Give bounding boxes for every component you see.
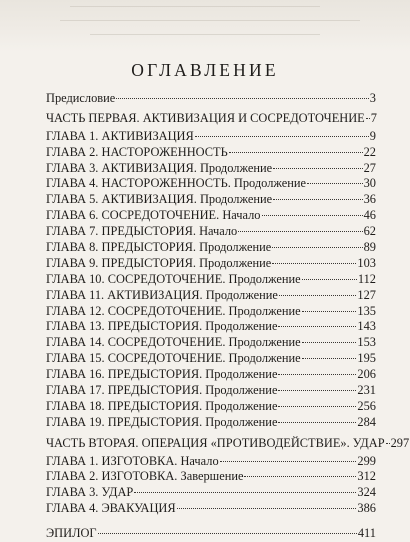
toc-row-chapter: [46, 129, 376, 145]
toc-entry-title: ГЛАВА 19. ПРЕДЫСТОРИЯ. Продолжение: [46, 414, 278, 429]
toc-row-part-two: [46, 435, 410, 452]
toc-entry-title: ГЛАВА 14. СОСРЕДОТОЧЕНИЕ. Продолжение: [46, 335, 301, 350]
toc-row-chapter: [46, 485, 376, 501]
toc-page-number: 103: [357, 255, 376, 270]
toc-leader-dots: [302, 278, 357, 280]
toc-page-number: 3: [369, 91, 376, 105]
toc-row-chapter: [46, 415, 376, 431]
toc-page-number: 127: [357, 287, 376, 302]
toc-page-number: 22: [363, 144, 376, 159]
toc-row-chapter: [46, 367, 376, 383]
toc-entry-title: ГЛАВА 1. АКТИВИЗАЦИЯ: [46, 128, 194, 143]
toc-row-chapter: [46, 501, 376, 517]
toc-entry-title: ГЛАВА 8. ПРЕДЫСТОРИЯ. Продолжение: [46, 240, 272, 255]
toc-entry-title: ГЛАВА 2. ИЗГОТОВКА. Завершение: [46, 469, 244, 484]
toc-entry-title: ГЛАВА 7. ПРЕДЫСТОРИЯ. Начало: [46, 224, 238, 239]
toc-page-number: 9: [369, 128, 376, 143]
toc-row-chapter: [46, 304, 376, 320]
toc-entry-title: ГЛАВА 6. СОСРЕДОТОЧЕНИЕ. Начало: [46, 208, 261, 223]
toc-leader-dots: [279, 294, 357, 296]
toc-leader-dots: [220, 460, 357, 462]
toc-leader-dots: [98, 532, 357, 534]
toc-leader-dots: [366, 117, 370, 119]
toc-entry-title: ГЛАВА 12. СОСРЕДОТОЧЕНИЕ. Продолжение: [46, 303, 301, 318]
toc-page-number: 386: [357, 501, 376, 516]
toc-leader-dots: [273, 198, 362, 200]
toc-entry-title: ГЛАВА 3. УДАР: [46, 485, 134, 500]
toc-row-chapter: [46, 256, 376, 272]
toc-leader-dots: [229, 151, 363, 153]
toc-page-number: 7: [370, 110, 377, 125]
toc-page-number: 30: [363, 176, 376, 191]
toc-leader-dots: [302, 341, 357, 343]
toc-page-number: 89: [363, 240, 376, 255]
toc-leader-dots: [278, 325, 356, 327]
toc-row-chapter: [46, 224, 376, 240]
toc-row-epilogue: [46, 526, 376, 542]
toc-page-number: 411: [357, 526, 376, 541]
toc-page-number: 324: [357, 485, 376, 500]
toc-leader-dots: [386, 442, 390, 444]
toc-row-chapter: [46, 240, 376, 256]
toc-entry-title: ЭПИЛОГ: [46, 526, 97, 541]
toc-entry-title: ГЛАВА 16. ПРЕДЫСТОРИЯ. Продолжение: [46, 367, 278, 382]
toc-row-chapter: [46, 176, 376, 192]
toc-page-number: 153: [357, 335, 376, 350]
toc-row-chapter: [46, 399, 376, 415]
toc-leader-dots: [278, 389, 356, 391]
toc-entry-title: ЧАСТЬ ПЕРВАЯ. АКТИВИЗАЦИЯ И СОСРЕДОТОЧЕНИЕ: [46, 110, 365, 125]
toc-entry-title: ГЛАВА 4. НАСТОРОЖЕННОСТЬ. Продолжение: [46, 176, 307, 191]
toc-row-chapter: [46, 145, 376, 161]
toc-leader-dots: [244, 475, 356, 477]
toc-row-chapter: [46, 335, 376, 351]
toc-page-number: 284: [357, 414, 376, 429]
toc-page-number: 297: [390, 435, 410, 450]
toc-entry-title: ГЛАВА 17. ПРЕДЫСТОРИЯ. Продолжение: [46, 383, 278, 398]
toc-entry-title: ГЛАВА 5. АКТИВИЗАЦИЯ. Продолжение: [46, 192, 273, 207]
toc-page-number: 36: [363, 192, 376, 207]
toc-row-chapter: [46, 192, 376, 208]
toc-entry-title: ГЛАВА 3. АКТИВИЗАЦИЯ. Продолжение: [46, 160, 273, 175]
toc-row-chapter: [46, 469, 376, 485]
toc-leader-dots: [195, 135, 369, 137]
toc-entry-title: ГЛАВА 18. ПРЕДЫСТОРИЯ. Продолжение: [46, 398, 278, 413]
toc-entry-title: ГЛАВА 2. НАСТОРОЖЕННОСТЬ: [46, 144, 228, 159]
toc-leader-dots: [307, 182, 363, 184]
toc-page-number: 112: [357, 271, 376, 286]
toc-leader-dots: [273, 167, 362, 169]
toc-entry-title: ГЛАВА 1. ИЗГОТОВКА. Начало: [46, 453, 219, 468]
toc-page-number: 195: [357, 351, 376, 366]
toc-entry-title: ГЛАВА 9. ПРЕДЫСТОРИЯ. Продолжение: [46, 255, 272, 270]
toc-row-chapter: [46, 351, 376, 367]
toc-leader-dots: [272, 262, 356, 264]
toc-page-number: 27: [363, 160, 376, 175]
toc-page-number: 299: [357, 453, 376, 468]
toc-row-chapter: [46, 383, 376, 399]
toc-entry-title: Предисловие: [46, 91, 116, 105]
toc-leader-dots: [302, 357, 357, 359]
toc-leader-dots: [177, 507, 357, 509]
toc-row-chapter: [46, 161, 376, 177]
toc-page-number: 143: [357, 319, 376, 334]
page-title: ОГЛАВЛЕНИЕ: [131, 60, 279, 80]
toc-page-number: 256: [357, 398, 376, 413]
toc-row-chapter: [46, 454, 376, 470]
toc-leader-dots: [134, 491, 356, 493]
toc-entry-title: ГЛАВА 10. СОСРЕДОТОЧЕНИЕ. Продолжение: [46, 271, 301, 286]
toc-leader-dots: [278, 405, 356, 407]
toc-row-chapter: [46, 288, 376, 304]
toc-leader-dots: [302, 310, 357, 312]
toc-entry-title: ГЛАВА 4. ЭВАКУАЦИЯ: [46, 501, 176, 516]
toc-row-preface: [46, 91, 376, 107]
toc-leader-dots: [116, 97, 369, 99]
toc-row-chapter: [46, 319, 376, 335]
toc-leader-dots: [238, 230, 362, 232]
toc-page-number: 135: [357, 303, 376, 318]
toc-row-chapter: [46, 272, 376, 288]
toc-row-chapter: [46, 208, 376, 224]
toc-leader-dots: [278, 421, 356, 423]
toc-page-number: 62: [363, 224, 376, 239]
toc-page-number: 46: [363, 208, 376, 223]
toc-entry-title: ГЛАВА 11. АКТИВИЗАЦИЯ. Продолжение: [46, 287, 278, 302]
table-of-contents: [46, 91, 410, 542]
toc-entry-title: ЧАСТЬ ВТОРАЯ. ОПЕРАЦИЯ «ПРОТИВОДЕЙСТВИЕ». УДАР: [46, 435, 385, 450]
toc-entry-title: ГЛАВА 13. ПРЕДЫСТОРИЯ. Продолжение: [46, 319, 278, 334]
toc-page-number: 312: [357, 469, 376, 484]
toc-leader-dots: [278, 373, 356, 375]
toc-page-number: 231: [357, 383, 376, 398]
toc-entry-title: ГЛАВА 15. СОСРЕДОТОЧЕНИЕ. Продолжение: [46, 351, 301, 366]
toc-page-number: 206: [357, 367, 376, 382]
toc-leader-dots: [262, 214, 363, 216]
toc-row-part-one: [46, 111, 376, 127]
toc-leader-dots: [272, 246, 362, 248]
